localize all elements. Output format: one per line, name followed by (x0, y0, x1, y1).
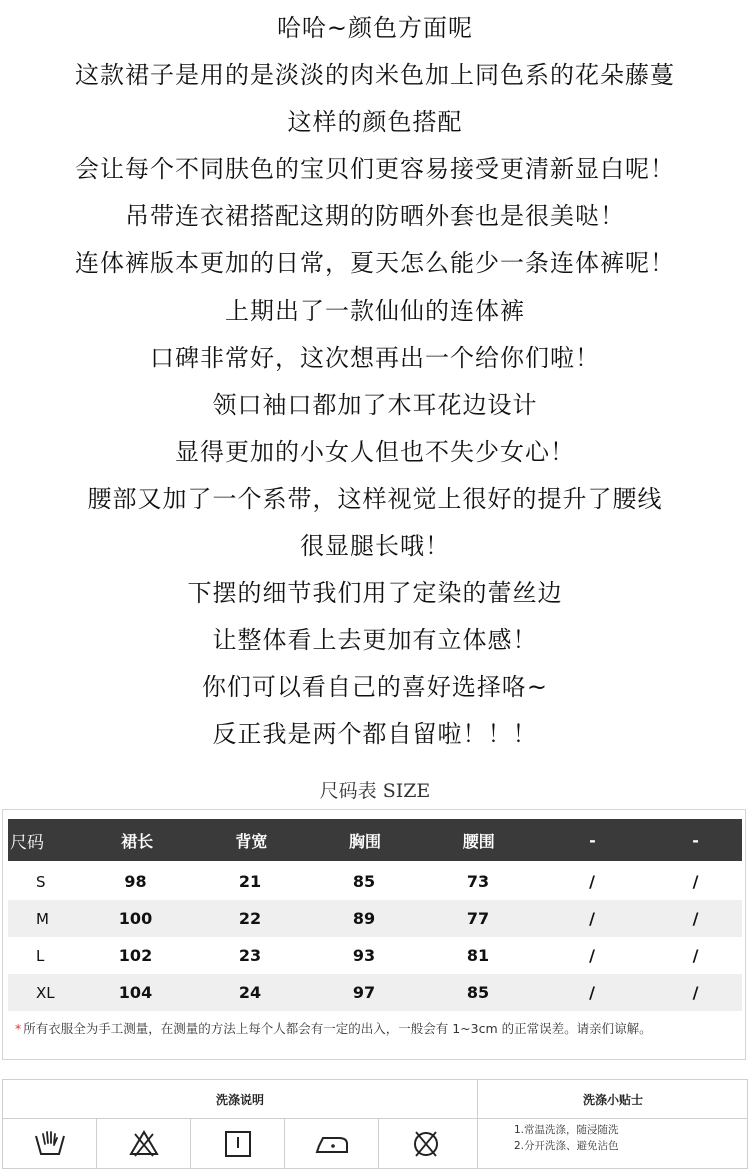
header-empty: - (589, 830, 596, 850)
description-line: 吊带连衣裙搭配这期的防晒外套也是很美哒！ (125, 202, 625, 231)
wash-icon-row (3, 1118, 477, 1168)
description-line: 这款裙子是用的是淡淡的肉米色加上同色系的花朵藤蔓 (75, 61, 675, 90)
wash-tips (477, 1118, 747, 1168)
size-table (2, 809, 746, 1060)
description-line: 上期出了一款仙仙的连体裤 (225, 296, 525, 325)
table-cell: 81 (466, 946, 490, 965)
wash-tip: 2.分开洗涤、避免沾色 (514, 1140, 619, 1152)
header-back-width: 背宽 (235, 831, 268, 851)
wash-tips-title: 洗涤小贴士 (477, 1080, 748, 1119)
table-cell: 102 (118, 946, 153, 965)
table-cell: 98 (124, 872, 147, 891)
table-cell: 100 (118, 909, 153, 928)
measurement-note (15, 1019, 652, 1037)
size-table-header (8, 819, 742, 861)
table-cell: XL (36, 983, 55, 1002)
table-cell: 24 (238, 983, 262, 1002)
table-cell: 22 (238, 909, 262, 928)
table-cell: / (692, 983, 699, 1002)
description-line: 你们可以看自己的喜好选择咯~ (201, 673, 549, 702)
table-cell: / (589, 872, 595, 891)
wash-instructions-title: 洗涤说明 (3, 1080, 477, 1119)
table-cell: 104 (118, 983, 153, 1002)
description-line: 领口袖口都加了木耳花边设计 (212, 390, 538, 419)
description-line: 很显腿长哦！ (300, 532, 450, 561)
description-line: 这样的颜色搭配 (287, 108, 463, 137)
hand-wash-icon (33, 1128, 67, 1158)
description-line: 显得更加的小女人但也不失少女心！ (175, 437, 575, 466)
table-cell: / (692, 946, 699, 965)
table-row (8, 937, 742, 974)
table-row (8, 900, 742, 937)
table-cell: 89 (352, 909, 376, 928)
hang-dry-icon (221, 1128, 255, 1158)
table-cell: S (36, 872, 46, 891)
description-line: 口碑非常好，这次想再出一个给你们啦！ (150, 343, 600, 372)
table-cell: / (692, 872, 699, 891)
do-not-dry-clean-icon (409, 1128, 443, 1158)
note-star: * (15, 1021, 22, 1036)
table-cell: 85 (352, 872, 376, 891)
size-table-title: 尺码表 SIZE (319, 780, 431, 802)
description-line: 连体裤版本更加的日常，夏天怎么能少一条连体裤呢！ (75, 249, 675, 278)
table-row (8, 863, 742, 900)
description-line: 反正我是两个都自留啦！！！ (212, 720, 538, 749)
product-description (0, 8, 750, 762)
washing-instructions (2, 1079, 748, 1169)
wash-icon-cell (285, 1118, 379, 1168)
header-waist: 腰围 (462, 831, 495, 851)
header-bust: 胸围 (349, 831, 382, 851)
description-line: 腰部又加了一个系带，这样视觉上很好的提升了腰线 (87, 484, 663, 513)
table-cell: / (589, 946, 595, 965)
table-cell: / (589, 983, 595, 1002)
wash-tip: 1.常温洗涤，随浸随洗 (514, 1124, 619, 1136)
do-not-bleach-icon (127, 1128, 161, 1158)
description-line: 下摆的细节我们用了定染的蕾丝边 (187, 579, 563, 608)
table-cell: L (36, 946, 45, 965)
header-length: 裙长 (121, 831, 154, 851)
wash-icon-cell (3, 1118, 97, 1168)
wash-icon-cell (97, 1118, 191, 1168)
table-cell: / (692, 909, 699, 928)
note-text: 所有衣服全为手工测量，在测量的方法上每个人都会有一定的出入，一般会有 1~3cm 的正常误差。请亲们谅解。 (23, 1021, 652, 1036)
header-empty: - (692, 830, 699, 850)
table-cell: / (589, 909, 595, 928)
table-row (8, 974, 742, 1011)
table-cell: 23 (238, 946, 262, 965)
wash-icon-cell (379, 1118, 473, 1168)
description-line: 会让每个不同肤色的宝贝们更容易接受更清新显白呢！ (75, 155, 675, 184)
description-line: 哈哈~颜色方面呢 (276, 14, 474, 42)
description-line: 让整体看上去更加有立体感！ (212, 626, 538, 655)
table-cell: M (36, 909, 49, 928)
iron-low-icon (313, 1128, 351, 1158)
table-cell: 73 (466, 872, 490, 891)
table-cell: 21 (238, 872, 262, 891)
table-cell: 77 (466, 909, 490, 928)
header-size: 尺码 (10, 832, 44, 853)
wash-icon-cell (191, 1118, 285, 1168)
table-cell: 97 (352, 983, 376, 1002)
table-cell: 93 (352, 946, 376, 965)
table-cell: 85 (466, 983, 490, 1002)
